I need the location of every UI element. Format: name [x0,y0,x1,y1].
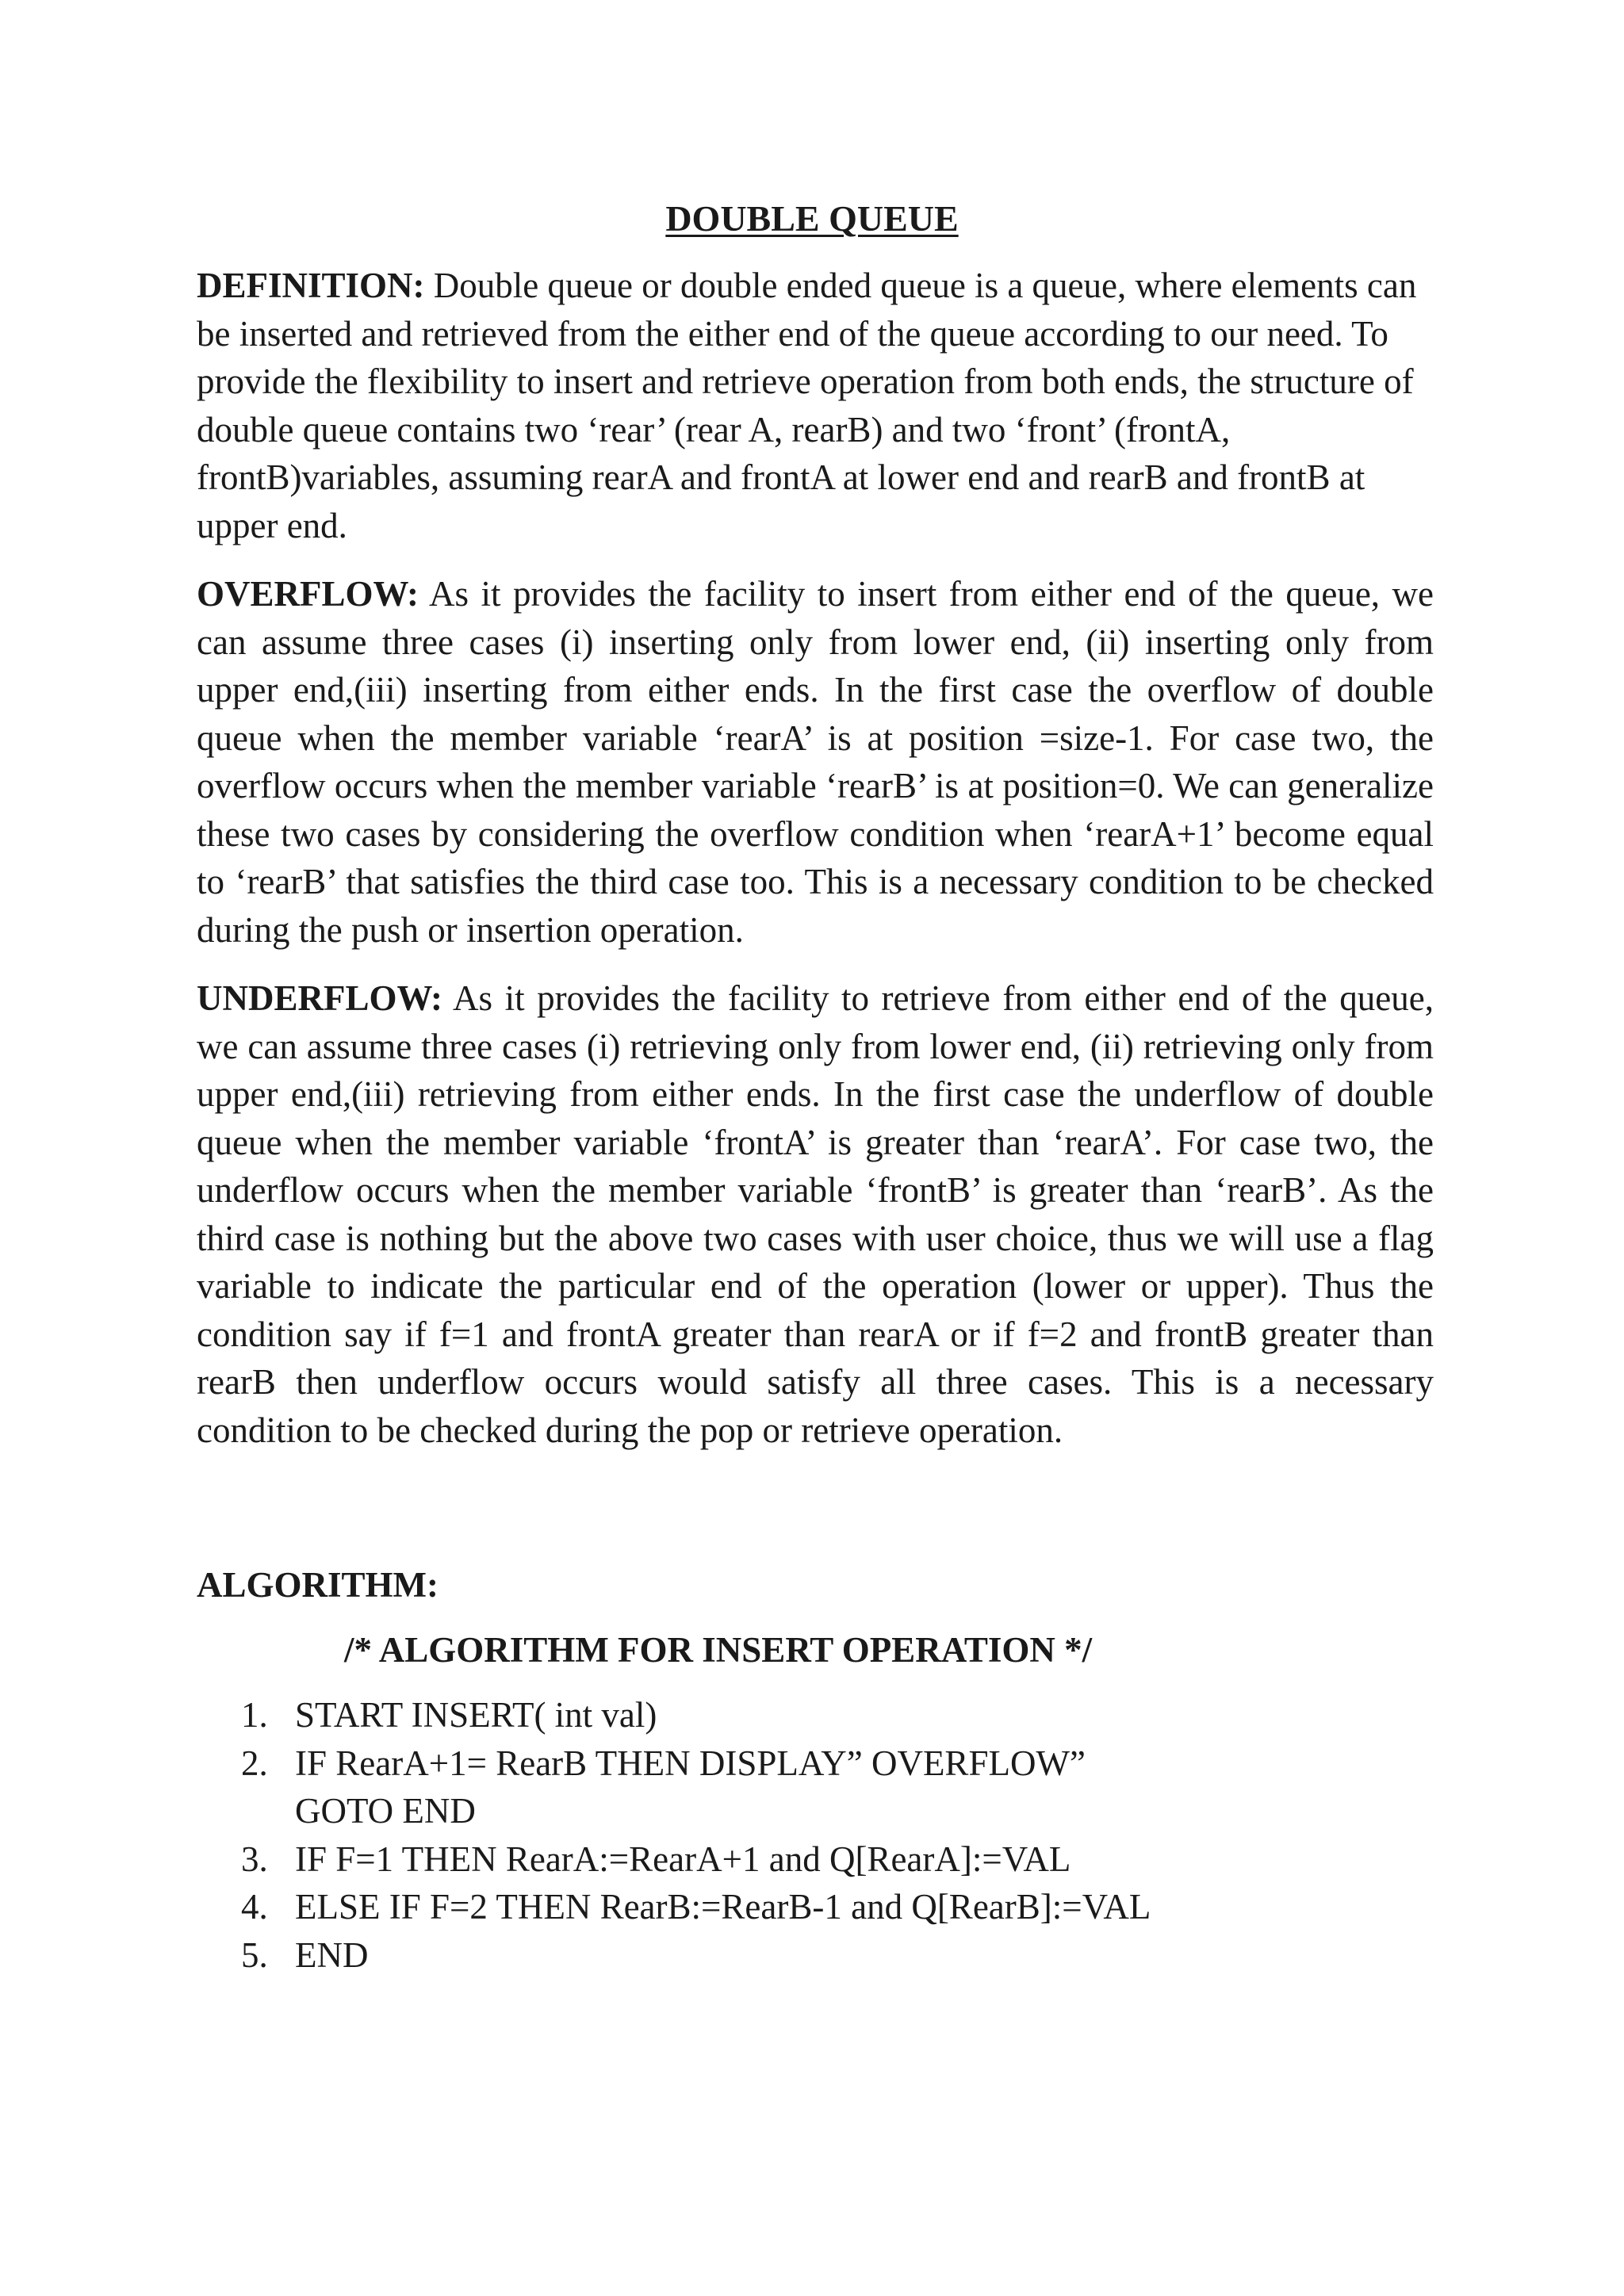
algorithm-step [197,1883,1434,1931]
underflow-paragraph [197,974,1434,1454]
document-body [197,262,1434,1979]
overflow-text: As it provides the facility to insert from either end of the queue, we can assume three cases (i) inserting only from lower end, (ii) inserting only from upper end,(iii) inserting from either ends. In the first case the overflow of double queue when the member variable ‘rearA’ is at position =size-1. For case two, the overflow occurs when the member variable ‘rearB’ is at position=0. We can generalize these two cases by considering the overflow condition when ‘rearA+1’ become equal to ‘rearB’ that satisfies the third case too. This is a necessary condition to be checked during the push or insertion operation. [197,574,1434,950]
step-number: 1. [241,1695,268,1735]
algorithm-step [197,1931,1434,1980]
step-number: 2. [241,1743,268,1783]
step-number: 5. [241,1934,268,1975]
overflow-label: OVERFLOW: [197,574,419,614]
underflow-text: As it provides the facility to retrieve from either end of the queue, we can assume three cases (i) retrieving only from lower end, (ii) retrieving only from upper end,(iii) retrieving from either ends. In the first case the underflow of double queue when the member variable ‘frontA’ is greater than ‘rearA’. For case two, the underflow occurs when the member variable ‘frontB’ is greater than ‘rearB’. As the third case is nothing but the above two cases with user choice, thus we will use a flag variable to indicate the particular end of the operation (lower or upper). Thus the condition say if f=1 and frontA greater than rearA or if f=2 and frontB greater than rearB then underflow occurs would satisfy all three cases. This is a necessary condition to be checked during the pop or retrieve operation. [197,978,1434,1450]
step-text: IF RearA+1= RearB THEN DISPLAY” OVERFLOW” [295,1743,1086,1783]
page-title: DOUBLE QUEUE [665,198,959,239]
algorithm-heading: ALGORITHM: [197,1565,439,1605]
step-number: 4. [241,1887,268,1927]
step-text: IF F=1 THEN RearA:=RearA+1 and Q[RearA]:=VAL [295,1839,1071,1879]
overflow-paragraph [197,570,1434,954]
algorithm-step [197,1739,1434,1835]
underflow-label: UNDERFLOW: [197,978,443,1018]
definition-paragraph [197,262,1434,549]
algorithm-step [197,1835,1434,1884]
algorithm-step [197,1691,1434,1739]
step-text-continuation: GOTO END [295,1791,476,1831]
step-text: END [295,1934,369,1975]
algorithm-subheading: /* ALGORITHM FOR INSERT OPERATION */ [344,1630,1093,1670]
algorithm-steps [197,1691,1434,1979]
step-text: START INSERT( int val) [295,1695,657,1735]
definition-text: Double queue or double ended queue is a queue, where elements can be inserted and retrieved from the either end of the queue according to our need. To provide the flexibility to insert and retrieve operation from both ends, the structure of double queue contains two ‘rear’ (rear A, rearB) and two ‘front’ (frontA, frontB)variables, assuming rearA and frontA at lower end and rearB and frontB at upper end. [197,266,1417,545]
step-number: 3. [241,1839,268,1879]
step-text: ELSE IF F=2 THEN RearB:=RearB-1 and Q[RearB]:=VAL [295,1887,1151,1927]
definition-label: DEFINITION: [197,266,425,305]
